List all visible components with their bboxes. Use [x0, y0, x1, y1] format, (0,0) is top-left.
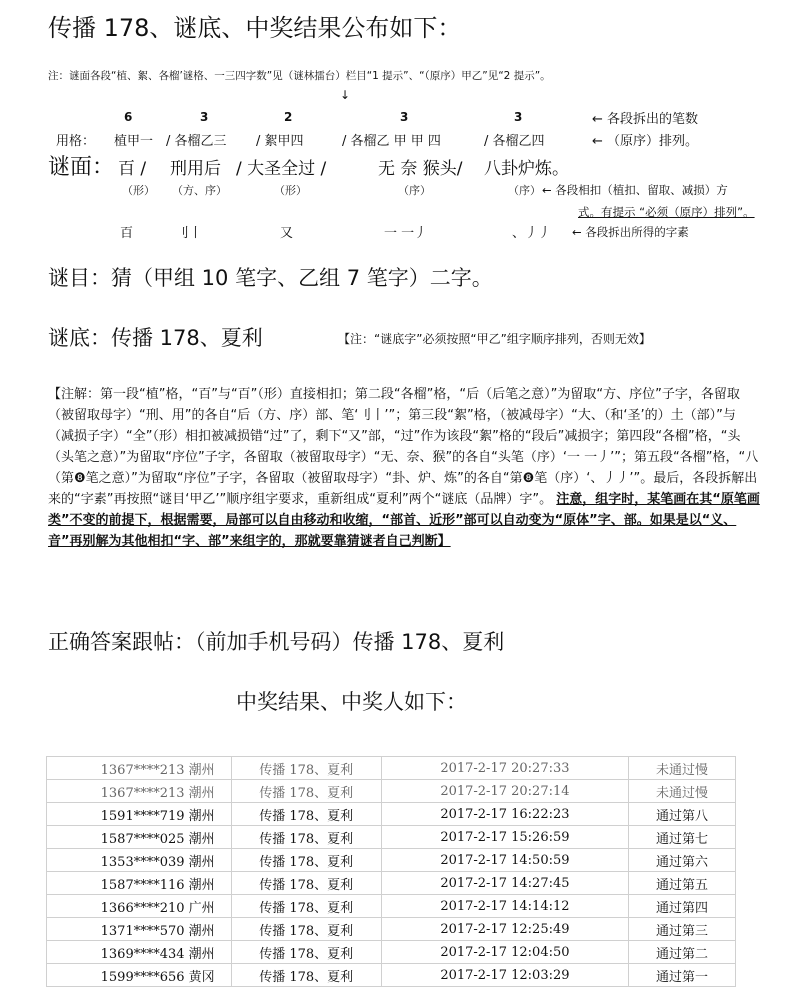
table-row: [47, 757, 736, 780]
status-cell: 通过第五: [629, 872, 736, 895]
table-row: [47, 803, 736, 826]
phone-cell: 1371****570 潮州: [47, 918, 232, 941]
count-2: 3: [200, 110, 209, 124]
phone-cell: 1587****025 潮州: [47, 826, 232, 849]
result-title: 中奖结果、中奖人如下：: [236, 690, 467, 714]
explanation: [48, 384, 760, 552]
time-cell: 2017-2-17 20:27:33: [381, 757, 628, 780]
phone-cell: 1367****213 潮州: [47, 780, 232, 803]
time-cell: 2017-2-17 12:04:50: [381, 941, 628, 964]
part-5: 、丿丿: [512, 226, 552, 241]
results-table: [46, 756, 742, 987]
left-arrow-icon: ←: [572, 225, 582, 239]
down-arrow-icon: ↓: [340, 88, 351, 102]
explanation-text: 【注解：第一段“植”格，“百”与“百”（形）直接相扣；第二段“各榴”格，“后（后笔之意）”为留取“方、序位”子字，各留取（被留取母字）“刑、用”的各自“后（方、序）部、笔‘刂丨’”；第三段“絮”格，（被减母字）“大、（和‘圣’的）土（部）”与（减损子字）“全”（形）相扣被减损错“过”了，剩下“又”部，“过”作为该段“絮”格的“段后”减损字；第四段“各榴”格，“头（头笔之意）”为留取“序位”子字，各留取（被留取母字）“无、奈、猴”的各自“头笔（序）‘一 一丿’”；第五段“各榴”格，“八（第❽笔之意）”为留取“序位”子字，各留取（被留取母字）“卦、炉、炼”的各自“第❽笔（序）‘、丿丿’”。最后，各段拆解出来的“字素”再按照“谜目‘甲乙’”顺序组字要求，重新组成“夏利”两个“谜底（品牌）字”。: [48, 387, 759, 507]
riddle-seg-3: / 大圣全过 /: [236, 159, 327, 179]
answer-cell: 传播 178、夏利: [231, 872, 381, 895]
table-row: [47, 918, 736, 941]
counts-tip-row: [592, 108, 698, 127]
table-row: [47, 895, 736, 918]
format-tip-row: [592, 130, 698, 149]
count-3: 2: [284, 110, 293, 124]
paren-2: （方、序）: [172, 184, 227, 197]
time-cell: 2017-2-17 12:03:29: [381, 964, 628, 987]
status-cell: 通过第四: [629, 895, 736, 918]
time-cell: 2017-2-17 16:22:23: [381, 803, 628, 826]
format-2: / 各榴乙三: [166, 134, 227, 149]
time-cell: 2017-2-17 15:26:59: [381, 826, 628, 849]
time-cell: 2017-2-17 12:25:49: [381, 918, 628, 941]
answer-cell: 传播 178、夏利: [231, 757, 381, 780]
answer-cell: 传播 178、夏利: [231, 918, 381, 941]
table-row: [47, 849, 736, 872]
count-4: 3: [400, 110, 409, 124]
buckle-tip-2: 式。有提示 “必须（原序）排列”。: [578, 205, 755, 219]
status-cell: 通过第六: [629, 849, 736, 872]
explanation-emphasis: 注意，组字时，某笔画在其“原笔画类”不变的前提下，根据需要，局部可以自由移动和收缩，“部首、近形”部可以自动变为“原体”字、部。如果是以“义、音”再别解为其他相扣“字、部”来组字的，那就要靠猜谜者自己判断】: [48, 492, 760, 549]
answer-cell: 传播 178、夏利: [231, 941, 381, 964]
status-cell: 未通过慢: [629, 757, 736, 780]
format-1: 植甲一: [114, 134, 154, 149]
buckle-tip-row: [542, 182, 728, 198]
status-cell: 通过第二: [629, 941, 736, 964]
time-cell: 2017-2-17 20:27:14: [381, 780, 628, 803]
status-cell: 通过第七: [629, 826, 736, 849]
status-cell: 通过第三: [629, 918, 736, 941]
riddle-seg-2: 刑用后: [170, 159, 221, 179]
format-5: / 各榴乙四: [484, 134, 545, 149]
format-label: 用格：: [56, 134, 96, 149]
answer-cell: 传播 178、夏利: [231, 803, 381, 826]
count-5: 3: [514, 110, 523, 124]
parts-tip-row: [572, 224, 689, 240]
paren-5: （序）: [508, 184, 541, 197]
format-tip: （原序）排列。: [607, 134, 699, 149]
phone-cell: 1369****434 潮州: [47, 941, 232, 964]
counts-tip: 各段拆出的笔数: [607, 112, 699, 127]
table-row: [47, 780, 736, 803]
status-cell: 通过第一: [629, 964, 736, 987]
answer-note: 【注：“谜底字”必须按照“甲乙”组字顺序排列，否则无效】: [338, 332, 651, 346]
left-arrow-icon: ←: [592, 112, 603, 127]
part-1: 百: [120, 226, 134, 241]
answer-cell: 传播 178、夏利: [231, 895, 381, 918]
answer-label: 谜底：传播 178、夏利: [48, 326, 263, 350]
riddle-seg-4: 无 奈 猴头/: [378, 159, 463, 179]
paren-3: （形）: [274, 184, 307, 197]
part-4: 一 一丿: [384, 226, 428, 241]
riddle-target: 谜目：猜（甲组 10 笔字、乙组 7 笔字）二字。: [48, 266, 493, 290]
part-3: 又: [280, 226, 294, 241]
left-arrow-icon: ←: [542, 183, 552, 197]
phone-cell: 1587****116 潮州: [47, 872, 232, 895]
follow-instruction: 正确答案跟帖：（前加手机号码）传播 178、夏利: [48, 630, 505, 654]
riddle-seg-1: 百 /: [118, 159, 147, 179]
answer-cell: 传播 178、夏利: [231, 964, 381, 987]
table-row: [47, 872, 736, 895]
answer-cell: 传播 178、夏利: [231, 780, 381, 803]
part-2: 刂丨: [176, 226, 203, 241]
left-arrow-icon: ←: [592, 134, 603, 149]
phone-cell: 1591****719 潮州: [47, 803, 232, 826]
paren-1: （形）: [122, 184, 155, 197]
parts-tip: 各段拆出所得的字素: [585, 225, 689, 239]
phone-cell: 1366****210 广州: [47, 895, 232, 918]
format-3: / 絮甲四: [256, 134, 304, 149]
status-cell: 通过第八: [629, 803, 736, 826]
time-cell: 2017-2-17 14:50:59: [381, 849, 628, 872]
status-cell: 未通过慢: [629, 780, 736, 803]
page-title: 传播 178、谜底、中奖结果公布如下：: [48, 14, 462, 42]
riddle-seg-5: 八卦炉炼。: [484, 159, 569, 179]
phone-cell: 1353****039 潮州: [47, 849, 232, 872]
riddle-label: 谜面：: [48, 155, 115, 180]
buckle-tip: 各段相扣（植扣、留取、减损）方: [555, 183, 728, 197]
paren-4: （序）: [398, 184, 431, 197]
count-1: 6: [124, 110, 133, 124]
format-4: / 各榴乙 甲 甲 四: [342, 134, 441, 149]
phone-cell: 1367****213 潮州: [47, 757, 232, 780]
answer-cell: 传播 178、夏利: [231, 849, 381, 872]
phone-cell: 1599****656 黄冈: [47, 964, 232, 987]
time-cell: 2017-2-17 14:27:45: [381, 872, 628, 895]
time-cell: 2017-2-17 14:14:12: [381, 895, 628, 918]
table-row: [47, 826, 736, 849]
hint-note: 注：谜面各段“植、絮、各榴’谜格、一三四字数”见（谜林擂台）栏目“1 提示”、“（原序）甲乙”见“2 提示”。: [48, 70, 551, 82]
table-row: [47, 941, 736, 964]
table-row: [47, 964, 736, 987]
answer-cell: 传播 178、夏利: [231, 826, 381, 849]
